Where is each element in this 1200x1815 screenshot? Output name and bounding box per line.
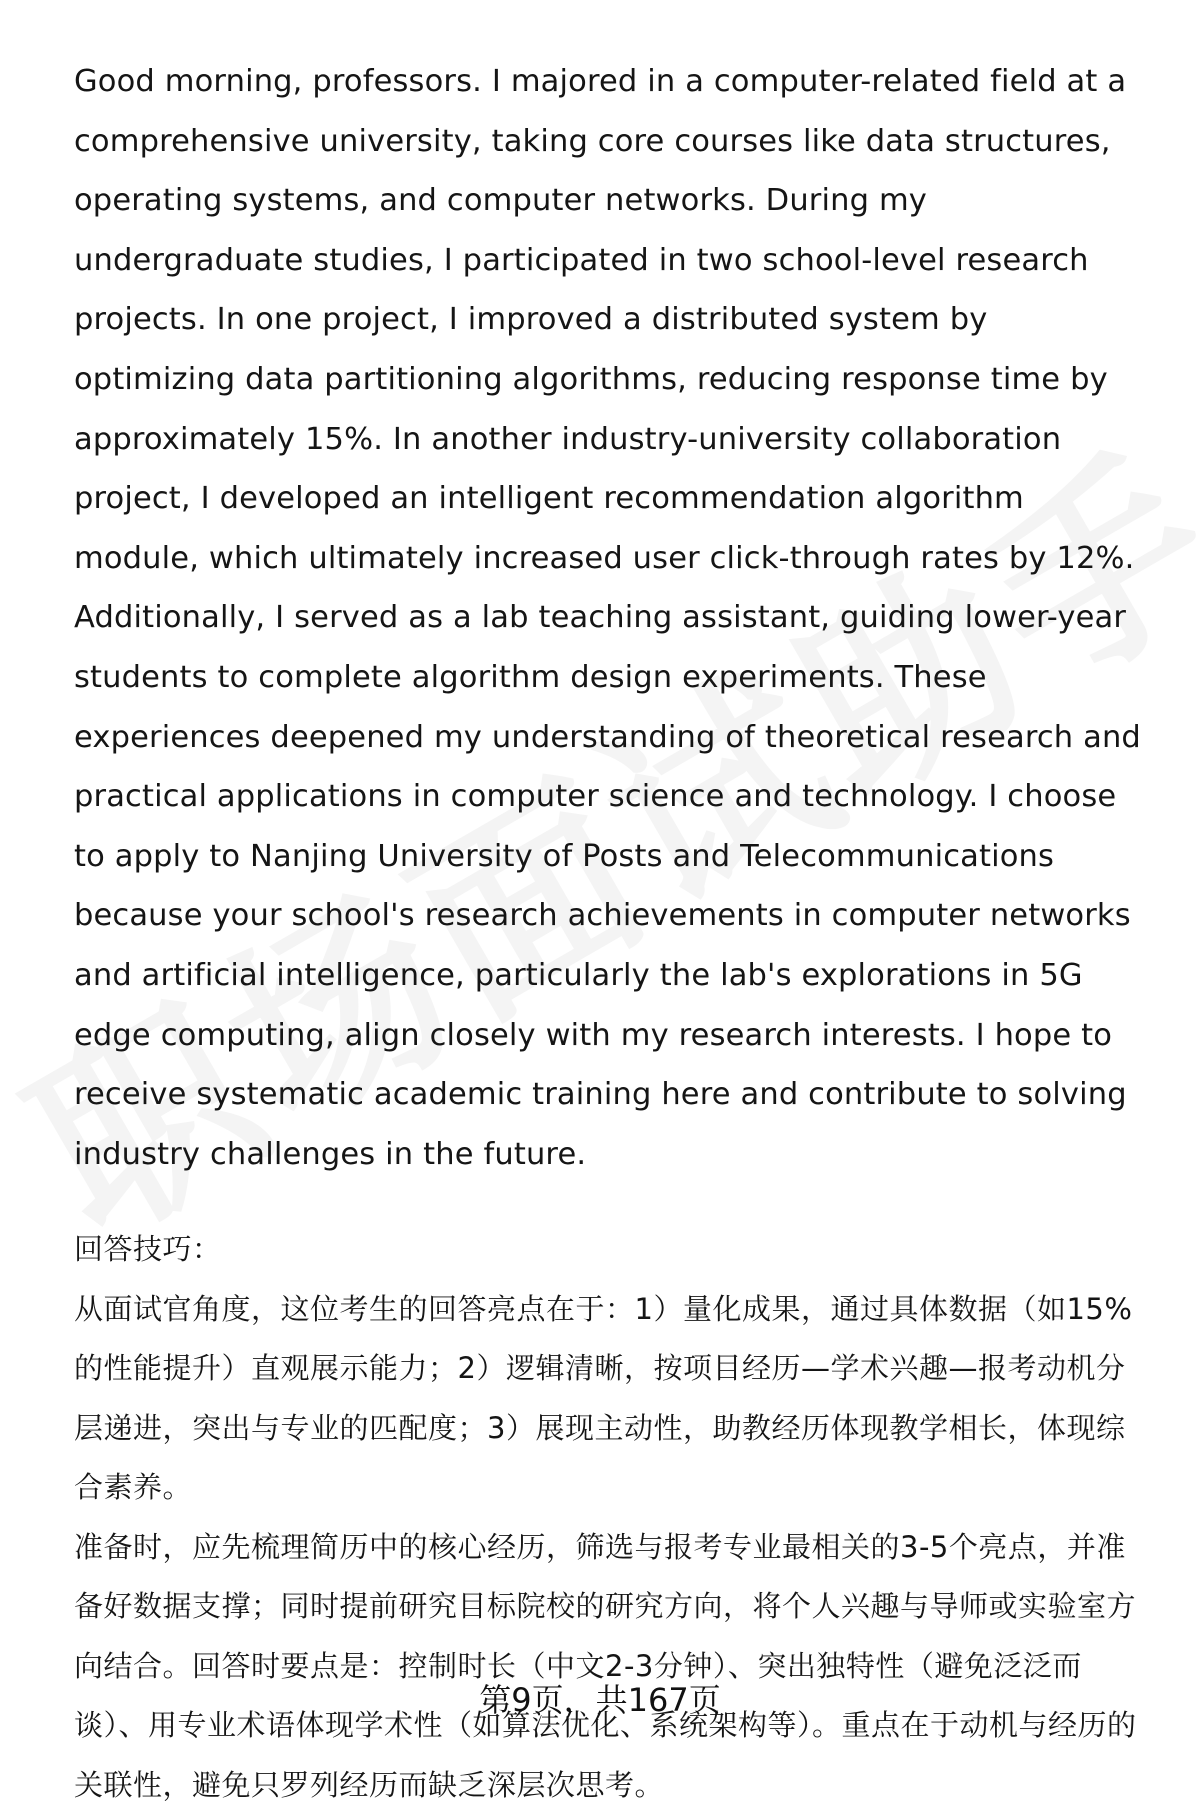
- page-number: 第9页，共167页: [479, 1681, 721, 1719]
- answer-paragraph: Good morning, professors. I majored in a computer-related field at a comprehensive university, taking core courses like data structures, operating systems, and computer networks. During my undergraduate studies, I participated in two school-level research projects. In one project, I improved a distributed system by optimizing data partitioning algorithms, reducing response time by approximately 15%. In another industry-university collaboration project, I developed an intelligent recommendation algorithm module, which ultimately increased user click-through rates by 12%. Additionally, I served as a lab teaching assistant, guiding lower-year students to complete algorithm design experiments. These experiences deepened my understanding of theoretical research and practical applications in computer science and technology. I choose to apply to Nanjing University of Posts and Telecommunications because your school's research achievements in computer networks and artificial intelligence, particularly the lab's explorations in 5G edge computing, align closely with my research interests. I hope to receive systematic academic training here and contribute to solving industry challenges in the future.: [74, 64, 1141, 1172]
- tips-section: [74, 1220, 1154, 1815]
- tips-paragraph-2: 准备时，应先梳理简历中的核心经历，筛选与报考专业最相关的3-5个亮点，并准备好数据支撑；同时提前研究目标院校的研究方向，将个人兴趣与导师或实验室方向结合。回答时要点是：控制时长（中文2-3分钟）、突出独特性（避免泛泛而谈）、用专业术语体现学术性（如算法优化、系统架构等）。重点在于动机与经历的关联性，避免只罗列经历而缺乏深层次思考。: [74, 1529, 1137, 1802]
- tips-paragraph-1: 从面试官角度，这位考生的回答亮点在于：1）量化成果，通过具体数据（如15%的性能提升）直观展示能力；2）逻辑清晰，按项目经历—学术兴趣—报考动机分层递进，突出与专业的匹配度；3）展现主动性，助教经历体现教学相长，体现综合素养。: [74, 1291, 1133, 1505]
- tips-heading: 回答技巧：: [74, 1232, 222, 1267]
- document-body: [74, 52, 1154, 1815]
